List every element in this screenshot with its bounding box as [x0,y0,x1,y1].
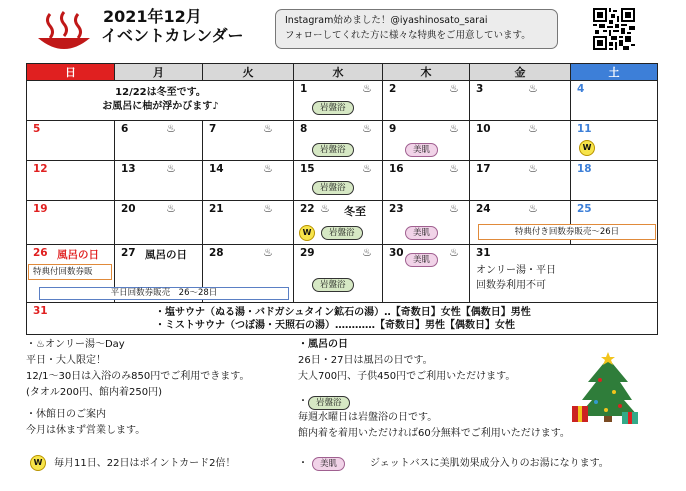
day-cell[interactable] [203,161,294,201]
ganban-tag: 岩盤浴 [308,396,350,410]
hot-spring-icon: ♨ [166,202,176,215]
furo-no-hi-line-1: 26日・27日は風呂の日です。 [298,355,433,366]
instagram-line-1: Instagram始めました！@iyashinosato_sarai [285,15,488,26]
day-number: 19 [33,203,48,215]
weekday-thu: 木 [383,64,470,81]
day-cell[interactable] [115,201,203,245]
day-number: 28 [209,247,224,259]
day-cell[interactable] [571,81,657,121]
hot-spring-icon: ♨ [166,122,176,135]
onsen-logo-icon [34,10,94,52]
day-number: 21 [209,203,224,215]
sauna-schedule-line-2: ・ミストサウナ（つぼ湯・天照石の湯）…………【奇数日】男性【偶数日】女性 [155,320,515,331]
hot-spring-icon: ♨ [528,82,538,95]
day-number: 25 [577,203,592,215]
day-cell[interactable] [115,121,203,161]
day-cell[interactable] [470,161,571,201]
day-number: 24 [476,203,491,215]
title-month: 2021年12月 [103,7,202,26]
qr-code-icon[interactable] [593,8,635,50]
day-cell[interactable] [470,121,571,161]
day-cell[interactable] [571,121,657,161]
christmas-tree-icon [570,352,640,426]
ganban-tag: 岩盤浴 [312,278,354,292]
day-number: 17 [476,163,491,175]
day-number: 11 [577,123,592,135]
weekday-sat: 土 [571,64,657,81]
day-cell[interactable] [27,201,115,245]
point-double-badge: W [579,140,595,156]
hot-spring-icon: ♨ [362,122,372,135]
hot-spring-icon: ♨ [449,122,459,135]
ganban-bullet: ・ [298,396,308,407]
sauna-schedule [155,306,531,332]
day-number: 20 [121,203,136,215]
bihada-tag: 美肌 [405,226,438,240]
day-number: 22 [300,203,315,215]
hot-spring-icon: ♨ [528,162,538,175]
hot-spring-icon: ♨ [528,202,538,215]
day-cell[interactable] [203,121,294,161]
day-cell[interactable] [203,201,294,245]
weekday-fri: 金 [470,64,571,81]
day-cell[interactable] [27,121,115,161]
day-cell[interactable] [383,81,470,121]
instagram-notice [275,9,558,49]
point-card-note: 毎月11日、22日はポイントカード2倍！ [54,458,236,469]
hot-spring-icon: ♨ [263,122,273,135]
footer-right [298,337,515,385]
toji-note [27,86,294,114]
day-number: 4 [577,83,585,95]
hot-spring-icon: ♨ [263,202,273,215]
ganban-tag: 岩盤浴 [312,101,354,115]
weekday-mon: 月 [115,64,203,81]
day-number: 6 [121,123,129,135]
day-number: 23 [389,203,404,215]
hot-spring-icon: ♨ [528,122,538,135]
day-cell[interactable] [383,201,470,245]
day-31-note-line-2: 回数券利用不可 [476,280,546,291]
weekday-tue: 火 [203,64,294,81]
bihada-tag: 美肌 [312,457,345,471]
only-yu-heading: ・♨オンリー湯～Day [26,339,125,350]
hot-spring-icon: ♨ [449,246,459,259]
bihada-note: ジェットバスに美肌効果成分入りのお湯になります。 [370,458,609,469]
title-event-calendar: イベントカレンダー [101,26,244,45]
furo-no-hi-label: 風呂の日 [57,249,99,261]
day-cell[interactable] [470,245,657,303]
closed-day-line: 今月は休まず営業します。 [26,425,146,436]
toji-note-cell [27,81,294,121]
day-number: 30 [389,247,404,259]
day-number: 18 [577,163,592,175]
day-number: 12 [33,163,48,175]
hot-spring-icon: ♨ [449,82,459,95]
day-cell[interactable] [383,245,470,303]
bihada-bullet: ・ [298,458,308,469]
toji-note-line-1: 12/22は冬至です。 [115,87,206,98]
day-cell[interactable] [115,161,203,201]
kaisuken-banner: 特典付回数券販 [28,264,112,280]
furo-no-hi-label: 風呂の日 [145,249,187,261]
day-cell[interactable] [294,201,383,245]
day-number: 9 [389,123,397,135]
bihada-tag: 美肌 [405,143,438,157]
only-yu-line-1: 平日・大人限定！ [26,355,106,366]
weekday-wed: 水 [294,64,383,81]
day-cell[interactable] [571,161,657,201]
day-number: 7 [209,123,217,135]
ganban-tag: 岩盤浴 [312,181,354,195]
heijitsu-kaisuken-banner: 平日回数券販売 26～28日 [39,287,289,300]
hot-spring-icon: ♨ [263,246,273,259]
hot-spring-icon: ♨ [362,162,372,175]
tokuten-kaisuken-banner: 特典付き回数券販売～26日 [478,224,656,240]
sauna-schedule-line-1: ・塩サウナ（ぬる湯・バドガシュタイン鉱石の湯）‥【奇数日】女性【偶数日】男性 [155,307,531,318]
day-number: 27 [121,247,136,259]
toji-note-line-2: お風呂に柚が浮かびます♪ [102,101,219,112]
day-cell[interactable] [27,161,115,201]
day-cell[interactable] [294,245,383,303]
day-number: 26 [33,247,48,259]
ganban-line-1: 毎週水曜日は岩盤浴の日です。 [298,412,438,423]
day-number: 2 [389,83,397,95]
day-number: 5 [33,123,41,135]
hot-spring-icon: ♨ [320,202,330,215]
bihada-tag: 美肌 [405,253,438,267]
day-cell[interactable] [470,81,571,121]
toji-label: 冬至 [344,205,366,218]
day-number: 16 [389,163,404,175]
calendar-grid [26,63,658,335]
footer-left [26,337,249,439]
furo-no-hi-heading: ・風呂の日 [298,339,348,350]
day-31-note-line-1: オンリー湯・平日 [476,265,556,276]
instagram-line-2: フォローしてくれた方に様々な特典をご用意しています。 [285,30,531,41]
day-number: 3 [476,83,484,95]
day-number: 10 [476,123,491,135]
day-number: 31 [33,305,48,317]
day-number: 1 [300,83,308,95]
day-number: 8 [300,123,308,135]
page-title [103,7,243,45]
hot-spring-icon: ♨ [449,162,459,175]
ganban-tag: 岩盤浴 [312,143,354,157]
hot-spring-icon: ♨ [449,202,459,215]
day-cell[interactable] [383,161,470,201]
ganban-notes [298,410,570,442]
ganban-tag: 岩盤浴 [321,226,363,240]
day-cell[interactable] [27,303,657,334]
only-yu-line-3: (タオル200円、館内着250円) [26,387,162,398]
day-cell[interactable] [294,121,383,161]
day-31-note [476,263,556,293]
furo-no-hi-line-2: 大人700円、子供450円でご利用いただけます。 [298,371,516,382]
point-double-badge: W [299,225,315,241]
ganban-line-2: 館内着を着用いただければ60分無料でご利用いただけます。 [298,428,570,439]
hot-spring-icon: ♨ [263,162,273,175]
day-number: 14 [209,163,224,175]
point-double-badge: W [30,455,46,471]
day-number: 13 [121,163,136,175]
hot-spring-icon: ♨ [362,246,372,259]
weekday-sun: 日 [27,64,115,81]
hot-spring-icon: ♨ [166,162,176,175]
day-number: 15 [300,163,315,175]
closed-day-heading: ・休館日のご案内 [26,409,106,420]
hot-spring-icon: ♨ [362,82,372,95]
day-number: 29 [300,247,315,259]
day-cell[interactable] [383,121,470,161]
day-cell[interactable] [294,81,383,121]
only-yu-line-2: 12/1～30日は入浴のみ850円でご利用できます。 [26,371,250,382]
day-number: 31 [476,247,491,259]
day-cell[interactable] [294,161,383,201]
